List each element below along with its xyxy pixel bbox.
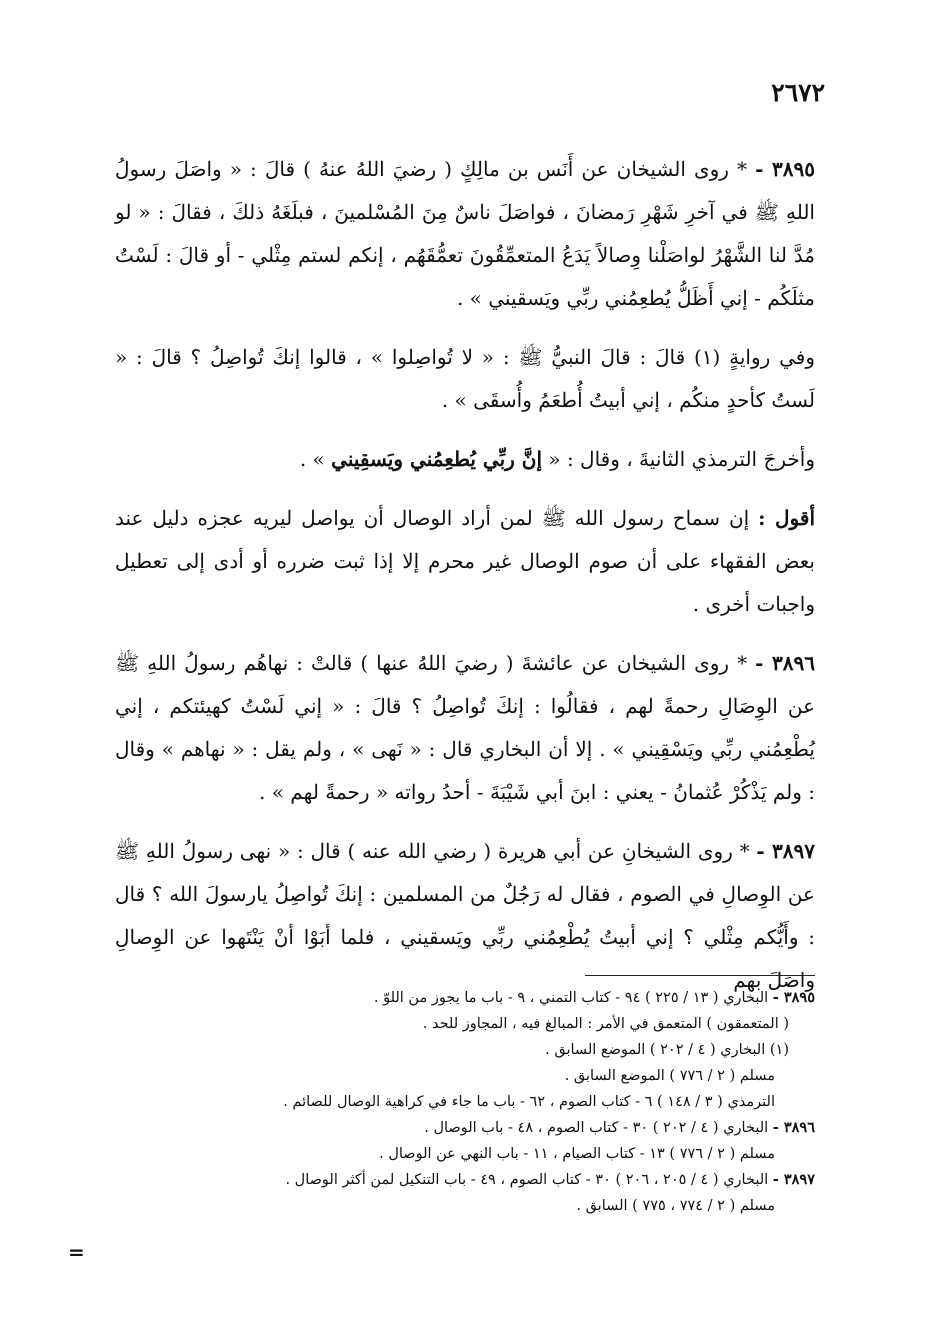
footnote-number: ٣٨٩٦ -	[772, 1119, 815, 1136]
footnote	[115, 1193, 815, 1219]
footnote-text: مسلم ( ٢ / ٧٧٦ ) الموضع السابق .	[564, 1068, 775, 1084]
hadith-number: ٣٨٩٧ -	[756, 839, 816, 863]
tirmidhi-tail: » .	[299, 447, 332, 471]
hadith-number: ٣٨٩٦ -	[755, 651, 816, 675]
author-comment	[115, 497, 815, 626]
narration-variant	[115, 336, 815, 422]
tirmidhi-note	[115, 438, 815, 481]
hadith-number: ٣٨٩٥ -	[755, 157, 816, 181]
hadith-3896	[115, 642, 815, 814]
main-text	[115, 148, 815, 1018]
footnote	[115, 1037, 815, 1063]
hadith-text: * روى الشيخان عن أَنَس بن مالِكٍ ( رضيَ اللهُ عنهُ ) قالَ : « واصَلَ رسولُ اللهِ ﷺ في آخرِ شَهْرِ رَمضانَ ، فواصَلَ ناسٌ مِنَ المُسْلمينَ ، فبلَغَهُ ذلكَ ، فقالَ : « لو مُدَّ لنا الشَّهْرُ لواصَلْنا وِصالاً يَدَعُ المتعمِّقُونَ تعمُّقَهُم ، إنكم لستم مِثْلي - أو قالَ : لَسْتُ مثلَكُم - إني أَظَلُّ يُطعِمُني ربِّي ويَسقيني » .	[115, 157, 815, 310]
footnote-text: البخاري ( ٤ / ٢٠٢ ) ٣٠ - كتاب الصوم ، ٤٨ - باب الوصال .	[424, 1120, 769, 1136]
footnote	[115, 1063, 815, 1089]
footnote-number: ٣٨٩٧ -	[772, 1171, 815, 1188]
footnote	[115, 1089, 815, 1115]
footnote	[115, 985, 815, 1011]
hadith-text: * روى الشيخانِ عن أبي هريرة ( رضي الله عنه ) قال : « نهى رسولُ اللهِ ﷺ عن الوِصالِ في الصوم ، فقال له رَجُلٌ من المسلمين : إنكَ تُواصِلُ يارسولَ الله ؟ قال : وأَيُّكم مِثْلي ؟ إني أبيتُ يُطْعِمُني ربِّي ويَسقيني ، فلما أبَوْا أنْ يَنْتَهوا عن الوِصالِ واصَلَ بهم	[115, 839, 815, 992]
hadith-3897	[115, 830, 815, 1002]
footnote-text: مسلم ( ٢ / ٧٧٤ ، ٧٧٥ ) السابق .	[576, 1198, 775, 1214]
footnote	[115, 1011, 815, 1037]
continuation-mark: =	[68, 1240, 85, 1264]
comment-text: إن سماح رسول الله ﷺ لمن أراد الوصال أن يواصل ليريه عجزه دليل عند بعض الفقهاء على أن صوم الوصال غير محرم إلا إذا ثبت ضرره أو أدى إلى تعطيل واجبات أخرى .	[115, 506, 815, 616]
footnote-number: (١)	[769, 1042, 789, 1058]
hadith-3895	[115, 148, 815, 320]
narration-text: وفي روايةٍ (١) قالَ : قالَ النبيُّ ﷺ : « لا تُواصِلوا » ، قالوا إنكَ تُواصِلُ ؟ قالَ : « لَستُ كأحدٍ منكُم ، إني أبيتُ أُطعَمُ وأُسقَى » .	[115, 345, 815, 412]
footnote-text: البخاري ( ١٣ / ٢٢٥ ) ٩٤ - كتاب التمني ، ٩ - باب ما يجوز من اللوّ .	[373, 990, 769, 1006]
tirmidhi-quote: إنَّ ربِّي يُطعِمُني ويَسقِيني	[331, 447, 542, 471]
footnote-text: ( المتعمقون ) المتعمق في الأمر : المبالغ فيه ، المجاوز للحد .	[422, 1016, 789, 1032]
footnote-text: البخاري ( ٤ / ٢٠٢ ) الموضع السابق .	[545, 1042, 766, 1058]
footnote	[115, 1115, 815, 1141]
footnotes	[115, 985, 815, 1219]
footnote-text: البخاري ( ٤ / ٢٠٥ ، ٢٠٦ ) ٣٠ - كتاب الصوم ، ٤٩ - باب التنكيل لمن أكثر الوصال .	[285, 1172, 769, 1188]
footnote-text: مسلم ( ٢ / ٧٧٦ ) ١٣ - كتاب الصيام ، ١١ - باب النهي عن الوصال .	[379, 1146, 775, 1162]
hadith-text: * روى الشيخان عن عائشةَ ( رضيَ اللهُ عنها ) قالتْ : نهاهُم رسولُ اللهِ ﷺ عن الوِصَالِ رحمةً لهم ، فقالُوا : إنكَ تُواصِلُ ؟ قالَ : « إني لَسْتُ كهيئتكم ، إني يُطْعِمُني ربِّي ويَسْقِيني » . إلا أن البخاري قال : « نَهى » ، ولم يقل : « نهاهم » وقال : ولم يَذْكُرْ عُثمانُ - يعني : ابنَ أبي شَيْبَةَ - أحدُ رواته « رحمةً لهم » .	[115, 651, 815, 804]
footnote-divider	[585, 975, 815, 976]
footnote-text: الترمذي ( ٣ / ١٤٨ ) ٦ - كتاب الصوم ، ٦٢ - باب ما جاء في كراهية الوصال للصائم .	[283, 1094, 775, 1110]
footnote-number: ٣٨٩٥ -	[772, 989, 815, 1006]
footnote	[115, 1167, 815, 1193]
comment-label: أقول :	[758, 506, 815, 530]
tirmidhi-lead: وأخرجَ الترمذي الثانيةَ ، وقال : «	[542, 447, 815, 471]
footnote	[115, 1141, 815, 1167]
page-number: ٢٦٧٢	[771, 78, 825, 107]
